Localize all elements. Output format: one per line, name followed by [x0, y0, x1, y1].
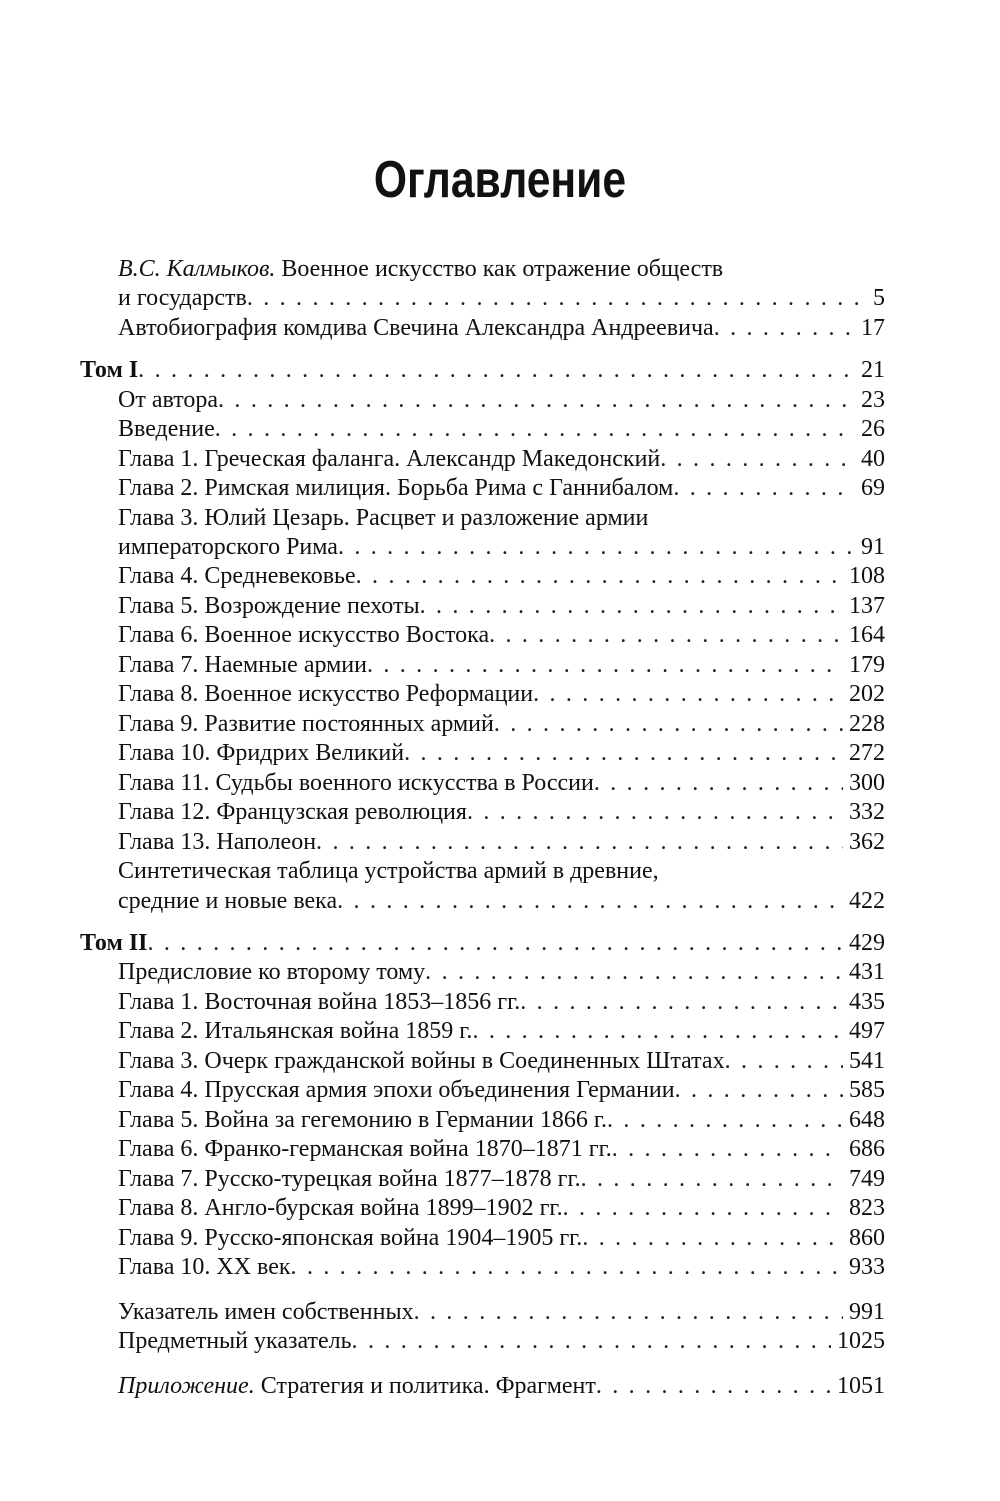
entry-text: Глава 2. Римская милиция. Борьба Рима с Ганнибалом [118, 475, 674, 501]
page-number: 5 [873, 285, 885, 311]
entry-text: Глава 1. Греческая фаланга. Александр Македонский [118, 446, 661, 472]
appendix-label: Приложение. [118, 1373, 255, 1399]
page-number: 933 [849, 1254, 885, 1280]
toc-entry [118, 561, 885, 591]
entry-text: Глава 4. Средневековье [118, 563, 356, 589]
toc-entry-table-line1: Синтетическая таблица устройства армий в древние, [118, 858, 659, 884]
page-number: 749 [849, 1166, 885, 1192]
toc-entry [118, 1164, 885, 1194]
page-number: 91 [861, 534, 885, 560]
entry-text: Глава 2. Итальянская война 1859 г. [118, 1018, 473, 1044]
leader-dots [494, 709, 843, 739]
toc-entry-name-index [118, 1297, 885, 1327]
page-number: 435 [849, 989, 885, 1015]
leader-dots [215, 414, 855, 444]
entry-text: Глава 9. Русско-японская война 1904–1905 гг. [118, 1225, 583, 1251]
volume-label: Том I [80, 357, 139, 383]
leader-dots [673, 473, 855, 503]
entry-text: От автора [118, 387, 219, 413]
page-number: 1051 [837, 1373, 885, 1399]
toc-entry [118, 1105, 885, 1135]
page-number: 332 [849, 799, 885, 825]
page-number: 541 [849, 1048, 885, 1074]
leader-dots [563, 1193, 843, 1223]
page-number: 272 [849, 740, 885, 766]
page-number: 179 [849, 652, 885, 678]
toc-entry [118, 414, 885, 444]
entry-text: Глава 9. Развитие постоянных армий [118, 711, 494, 737]
page-number: 585 [849, 1077, 885, 1103]
entry-text: Глава 13. Наполеон [118, 829, 317, 855]
leader-dots [520, 987, 843, 1017]
page-number: 202 [849, 681, 885, 707]
entry-text: императорского Рима [118, 534, 338, 560]
toc-entry [118, 532, 885, 562]
entry-text: Глава 5. Война за гегемонию в Германии 1866 г. [118, 1107, 608, 1133]
page-number: 40 [861, 446, 885, 472]
entry-text: Введение [118, 416, 215, 442]
leader-dots [581, 1164, 843, 1194]
leader-dots [338, 532, 855, 562]
page-number: 648 [849, 1107, 885, 1133]
toc-entry [118, 827, 885, 857]
toc-entry [118, 473, 885, 503]
leader-dots [489, 620, 843, 650]
entry-text: Указатель имен собственных [118, 1299, 414, 1325]
page-number: 431 [849, 959, 885, 985]
entry-text [118, 1371, 596, 1401]
leader-dots [533, 679, 843, 709]
volume-label: Том II [80, 930, 148, 956]
leader-dots [660, 444, 855, 474]
entry-text: Глава 8. Англо-бурская война 1899–1902 гг. [118, 1195, 563, 1221]
entry-text: Предисловие ко второму тому [118, 959, 426, 985]
leader-dots [352, 1326, 831, 1356]
page-number: 23 [861, 387, 885, 413]
toc-entry [118, 738, 885, 768]
leader-dots [148, 928, 844, 958]
page-title: Оглавление [373, 151, 627, 209]
toc-entry [118, 385, 885, 415]
entry-text: Глава 6. Франко-германская война 1870–1871 гг. [118, 1136, 612, 1162]
page-number: 429 [849, 930, 885, 956]
entry-text: Глава 5. Возрождение пехоты [118, 593, 420, 619]
leader-dots [582, 1223, 843, 1253]
leader-dots [675, 1075, 843, 1105]
toc-entry [118, 1223, 885, 1253]
toc-entry [118, 1193, 885, 1223]
page-number: 422 [849, 888, 885, 914]
page-number: 21 [861, 357, 885, 383]
toc-entry [118, 1046, 885, 1076]
leader-dots [596, 1371, 831, 1401]
leader-dots [420, 591, 843, 621]
entry-text: Глава 1. Восточная война 1853–1856 гг. [118, 989, 521, 1015]
toc-entry [118, 679, 885, 709]
toc-entry-kalmykov [118, 283, 885, 313]
toc-entry [118, 620, 885, 650]
page-number: 17 [861, 315, 885, 341]
toc-entry [118, 1134, 885, 1164]
page-number: 1025 [837, 1328, 885, 1354]
page-number: 228 [849, 711, 885, 737]
toc-volume-1 [80, 355, 885, 385]
page-number: 497 [849, 1018, 885, 1044]
entry-text: Глава 4. Прусская армия эпохи объединения Германии [118, 1077, 675, 1103]
page-number: 362 [849, 829, 885, 855]
page-number: 164 [849, 622, 885, 648]
entry-text: Глава 7. Русско-турецкая война 1877–1878 гг. [118, 1166, 581, 1192]
leader-dots [218, 385, 855, 415]
toc-entry-autobiography [118, 313, 885, 343]
entry-text: Глава 10. XX век [118, 1254, 291, 1280]
toc-entry-kalmykov-line1 [118, 254, 723, 284]
toc-entry [118, 768, 885, 798]
leader-dots [612, 1134, 843, 1164]
leader-dots [594, 768, 843, 798]
page-number: 137 [849, 593, 885, 619]
page-number: 300 [849, 770, 885, 796]
leader-dots [356, 561, 843, 591]
leader-dots [138, 355, 855, 385]
toc-entry [118, 1016, 885, 1046]
page-number: 108 [849, 563, 885, 589]
leader-dots [247, 283, 867, 313]
entry-text: Глава 12. Французская революция [118, 799, 467, 825]
entry-text: Военное искусство как отражение обществ [275, 256, 724, 282]
toc-entry [118, 591, 885, 621]
leader-dots [725, 1046, 843, 1076]
leader-dots [404, 738, 843, 768]
entry-text: средние и новые века [118, 888, 338, 914]
leader-dots [316, 827, 843, 857]
leader-dots [472, 1016, 843, 1046]
toc-entry-ch3-line1: Глава 3. Юлий Цезарь. Расцвет и разложение армии [118, 505, 649, 531]
entry-text: Глава 10. Фридрих Великий [118, 740, 405, 766]
toc-entry [118, 886, 885, 916]
leader-dots [607, 1105, 843, 1135]
toc-entry [118, 650, 885, 680]
entry-text: Автобиография комдива Свечина Александра Андреевича [118, 315, 714, 341]
toc-entry [118, 709, 885, 739]
leader-dots [467, 797, 843, 827]
appendix-text: Стратегия и политика. Фрагмент [254, 1373, 596, 1399]
entry-text: Предметный указатель [118, 1328, 352, 1354]
page-number: 823 [849, 1195, 885, 1221]
page-number: 991 [849, 1299, 885, 1325]
leader-dots [291, 1252, 843, 1282]
toc-entry [118, 1075, 885, 1105]
entry-text: Глава 3. Очерк гражданской войны в Соединенных Штатах [118, 1048, 725, 1074]
entry-text: Глава 7. Наемные армии [118, 652, 367, 678]
toc-entry [118, 444, 885, 474]
toc-entry-subject-index [118, 1326, 885, 1356]
page-number: 69 [861, 475, 885, 501]
page-number: 26 [861, 416, 885, 442]
toc-entry [118, 797, 885, 827]
leader-dots [337, 886, 843, 916]
toc-volume-2 [80, 928, 885, 958]
toc-entry [118, 957, 885, 987]
toc-entry-appendix [118, 1371, 885, 1401]
leader-dots [414, 1297, 843, 1327]
author-name: В.С. Калмыков. [118, 256, 276, 282]
page-number: 860 [849, 1225, 885, 1251]
entry-text: Глава 11. Судьбы военного искусства в России [118, 770, 594, 796]
leader-dots [425, 957, 843, 987]
leader-dots [367, 650, 843, 680]
toc-entry [118, 1252, 885, 1282]
leader-dots [714, 313, 855, 343]
entry-text: Глава 6. Военное искусство Востока [118, 622, 490, 648]
toc-entry [118, 987, 885, 1017]
page-number: 686 [849, 1136, 885, 1162]
entry-text: и государств [118, 285, 247, 311]
entry-text: Глава 8. Военное искусство Реформации [118, 681, 534, 707]
